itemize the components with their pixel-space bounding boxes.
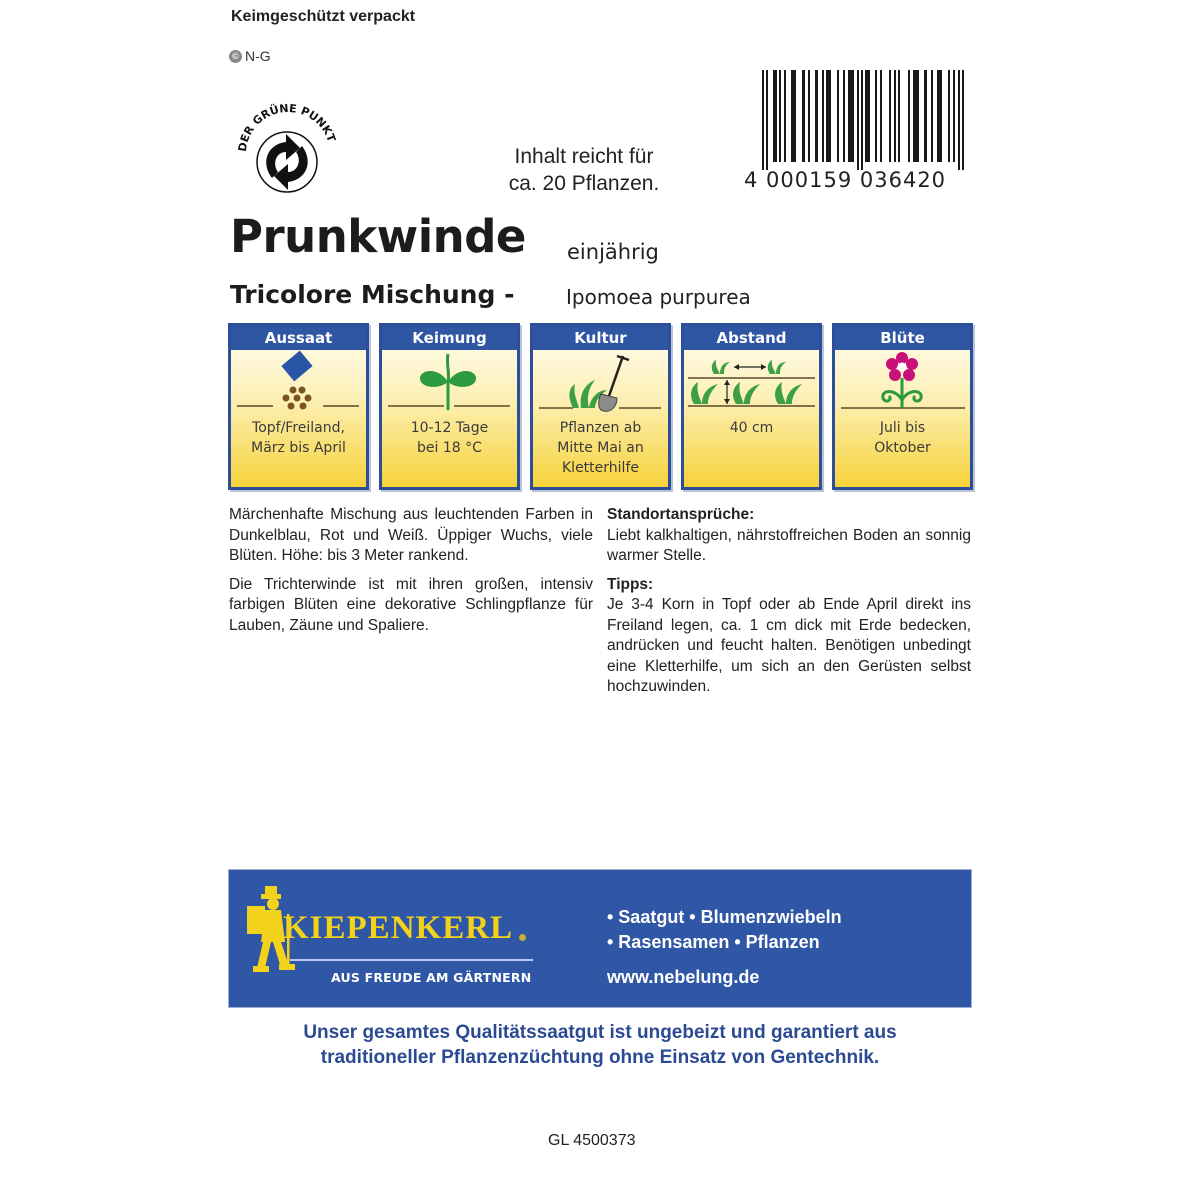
- card-bluete: [832, 323, 973, 490]
- card-text: [533, 418, 668, 478]
- contents-line-2: ca. 20 Pflanzen.: [508, 172, 660, 195]
- quality-line: traditioneller Pflanzenzüchtung ohne Einsatz von Gentechnik.: [320, 1047, 880, 1068]
- card-title: Kultur: [533, 326, 668, 350]
- tips-heading: Tipps:: [607, 575, 654, 593]
- latin-name: Ipomoea purpurea: [566, 285, 751, 309]
- card-text-line: Kletterhilfe: [562, 460, 639, 476]
- card-abstand: [681, 323, 822, 490]
- product-type: einjährig: [567, 240, 659, 264]
- card-text-line: Oktober: [874, 440, 931, 456]
- card-kultur: [530, 323, 671, 490]
- card-text-line: bei 18 °C: [417, 440, 482, 456]
- card-text: [835, 418, 970, 458]
- description-paragraph: Die Trichterwinde ist mit ihren großen, intensiv farbigen Blüten eine dekorative Schlingpflanze für Lauben, Zäune und Spaliere.: [229, 575, 593, 634]
- card-text: [684, 418, 819, 438]
- growing-instructions: [607, 505, 971, 706]
- website-link[interactable]: www.nebelung.de: [607, 967, 760, 987]
- card-title: Aussaat: [231, 326, 366, 350]
- article-code: GL 4500373: [548, 1132, 636, 1149]
- contents-line-1: Inhalt reicht für: [514, 145, 654, 168]
- seedling-icon: [382, 350, 517, 412]
- brand-name: KIEPENKERL: [283, 910, 514, 946]
- category-line: • Rasensamen • Pflanzen: [607, 932, 820, 952]
- quality-statement: [230, 1020, 970, 1070]
- copyright-icon: ©: [229, 50, 242, 63]
- svg-text:DER GRÜNE PUNKT: DER GRÜNE PUNKT: [235, 101, 338, 153]
- product-name: Prunkwinde: [230, 210, 526, 263]
- card-text-line: Topf/Freiland,: [252, 420, 345, 436]
- card-title: Abstand: [684, 326, 819, 350]
- green-dot-logo-icon: [232, 92, 342, 202]
- product-variety: Tricolore Mischung -: [230, 280, 515, 309]
- card-title: Blüte: [835, 326, 970, 350]
- card-text-line: 10-12 Tage: [410, 420, 489, 436]
- growing-info-cards: [228, 323, 973, 493]
- card-text: [382, 418, 517, 458]
- card-keimung: [379, 323, 520, 490]
- card-text-line: März bis April: [251, 440, 346, 456]
- card-aussaat: [228, 323, 369, 490]
- contents-info: [478, 143, 690, 197]
- plant-spacing-icon: [684, 350, 819, 412]
- divider: [290, 959, 533, 961]
- seed-packet-sowing-icon: [231, 350, 366, 412]
- flower-icon: [835, 350, 970, 412]
- brand-banner: [228, 869, 972, 1008]
- requirements-text: Liebt kalkhaltigen, nährstoffreichen Boden an sonnig warmer Stelle.: [607, 526, 971, 564]
- copyright: [229, 48, 271, 64]
- brand-slogan: AUS FREUDE AM GÄRTNERN: [331, 970, 532, 985]
- quality-line: Unser gesamtes Qualitätssaatgut ist ungebeizt und garantiert aus: [303, 1022, 897, 1043]
- card-text-line: 40 cm: [729, 420, 774, 436]
- barcode: [762, 70, 970, 170]
- description-paragraph: Märchenhafte Mischung aus leuchtenden Farben in Dunkelblau, Rot und Weiß. Üppiger Wuchs, viele Blüten. Höhe: bis 3 Meter rankend.: [229, 506, 593, 564]
- registered-mark-icon: [519, 934, 526, 941]
- tips-text: Je 3-4 Korn in Topf oder ab Ende April direkt ins Freiland legen, ca. 1 cm dick mit Erde bedecken, andrücken und feucht halten. Benötigen unbedingt eine Kletterhilfe, um sich an den Gerüsten selbst hochzuwinden.: [607, 596, 971, 695]
- barcode-number: 4 000159 036420: [744, 168, 947, 192]
- product-description: [229, 505, 593, 644]
- card-text: [231, 418, 366, 458]
- card-text-line: Mitte Mai an: [557, 440, 644, 456]
- product-categories: [607, 905, 842, 955]
- category-line: • Saatgut • Blumenzwiebeln: [607, 907, 842, 927]
- card-text-line: Pflanzen ab: [559, 420, 642, 436]
- plant-and-spade-icon: [533, 350, 668, 412]
- requirements-heading: Standortansprüche:: [607, 506, 755, 523]
- packaging-note: Keimgeschützt verpackt: [231, 8, 416, 25]
- card-text-line: Juli bis: [879, 420, 926, 436]
- card-title: Keimung: [382, 326, 517, 350]
- copyright-holder: N-G: [245, 48, 271, 64]
